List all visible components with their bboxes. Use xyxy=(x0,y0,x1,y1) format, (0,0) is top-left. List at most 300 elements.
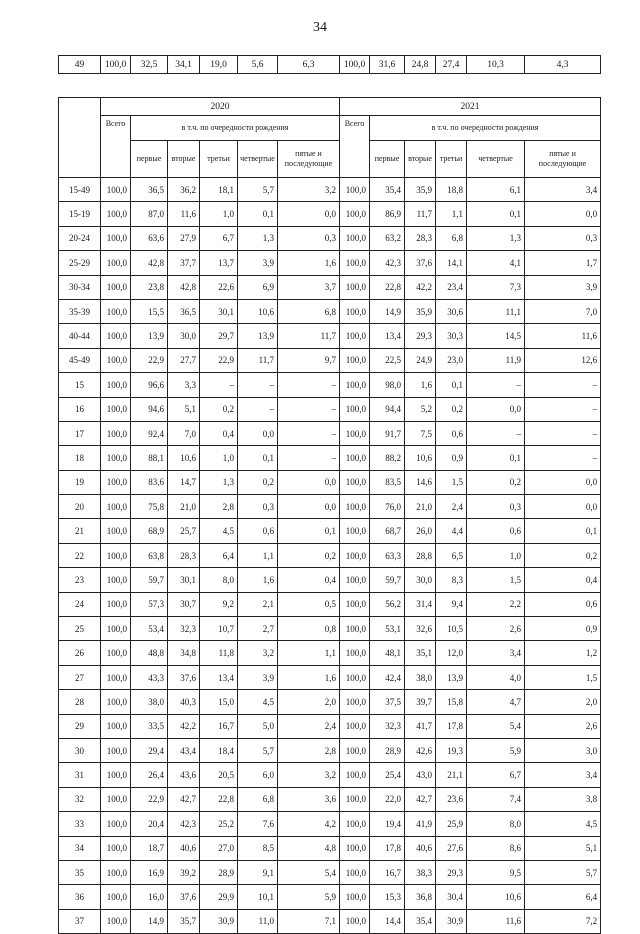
table-cell: 100,0 xyxy=(340,836,370,860)
table-cell: 14,5 xyxy=(467,324,525,348)
table-cell: 2,6 xyxy=(525,714,601,738)
table-cell: 39,2 xyxy=(168,860,200,884)
table-cell: 1,7 xyxy=(525,251,601,275)
table-cell: 34,1 xyxy=(168,56,200,74)
table-cell: 0,2 xyxy=(200,397,238,421)
table-cell: 100,0 xyxy=(340,299,370,323)
table-row xyxy=(59,617,601,641)
table-cell: 42,8 xyxy=(168,275,200,299)
table-cell: 10,6 xyxy=(405,446,436,470)
table-cell: 3,3 xyxy=(168,373,200,397)
first-header-2021: первые xyxy=(370,141,405,178)
age-label: 18 xyxy=(59,446,101,470)
table-cell: 10,6 xyxy=(168,446,200,470)
table-cell: 7,4 xyxy=(467,787,525,811)
table-cell: 0,0 xyxy=(278,495,340,519)
table-cell: 22,9 xyxy=(131,787,168,811)
table-cell: 0,0 xyxy=(278,202,340,226)
age-label: 30-34 xyxy=(59,275,101,299)
total-header-2021: Всего xyxy=(340,116,370,178)
table-cell: 100,0 xyxy=(340,373,370,397)
table-cell: 19,4 xyxy=(370,812,405,836)
table-cell: 100,0 xyxy=(101,275,131,299)
table-cell: 100,0 xyxy=(101,592,131,616)
table-cell: 6,7 xyxy=(200,226,238,250)
table-cell: 42,4 xyxy=(370,665,405,689)
table-cell: 17,8 xyxy=(370,836,405,860)
table-row xyxy=(59,860,601,884)
table-row xyxy=(59,665,601,689)
birth-order-table xyxy=(58,97,601,934)
table-cell: 0,0 xyxy=(525,495,601,519)
table-cell: 96,6 xyxy=(131,373,168,397)
table-cell: 25,7 xyxy=(168,519,200,543)
table-cell: 100,0 xyxy=(340,324,370,348)
table-cell: 100,0 xyxy=(101,690,131,714)
table-cell: 100,0 xyxy=(101,714,131,738)
table-cell: 7,0 xyxy=(525,299,601,323)
table-cell: 12,0 xyxy=(436,641,467,665)
table-cell: 5,0 xyxy=(238,714,278,738)
table-cell: 3,6 xyxy=(278,787,340,811)
table-cell: 100,0 xyxy=(101,470,131,494)
table-cell: 12,6 xyxy=(525,348,601,372)
table-cell: 83,6 xyxy=(131,470,168,494)
table-cell: 100,0 xyxy=(101,421,131,445)
table-cell: 28,9 xyxy=(370,738,405,762)
table-cell: 100,0 xyxy=(340,641,370,665)
table-cell: 94,4 xyxy=(370,397,405,421)
table-cell: 100,0 xyxy=(340,738,370,762)
first-header-2020: первые xyxy=(131,141,168,178)
table-cell: 7,0 xyxy=(168,421,200,445)
table-cell: 30,9 xyxy=(436,909,467,933)
table-cell: – xyxy=(467,421,525,445)
table-cell: 15,3 xyxy=(370,885,405,909)
table-cell: 13,9 xyxy=(436,665,467,689)
table-cell: 18,8 xyxy=(436,178,467,202)
table-cell: 0,0 xyxy=(467,397,525,421)
table-cell: 7,1 xyxy=(278,909,340,933)
table-cell: 25,9 xyxy=(436,812,467,836)
table-cell: 0,2 xyxy=(436,397,467,421)
age-label: 36 xyxy=(59,885,101,909)
table-cell: 11,7 xyxy=(238,348,278,372)
table-cell: 76,0 xyxy=(370,495,405,519)
table-cell: 28,8 xyxy=(405,543,436,567)
table-row xyxy=(59,275,601,299)
table-row xyxy=(59,763,601,787)
table-cell: 7,5 xyxy=(405,421,436,445)
table-cell: 28,3 xyxy=(405,226,436,250)
fourth-header-2021: четвертые xyxy=(467,141,525,178)
table-cell: 0,3 xyxy=(525,226,601,250)
table-cell: 5,4 xyxy=(467,714,525,738)
table-cell: 3,9 xyxy=(525,275,601,299)
table-cell: 0,5 xyxy=(278,592,340,616)
table-cell: 36,2 xyxy=(168,178,200,202)
table-cell: 22,8 xyxy=(200,787,238,811)
age-label: 33 xyxy=(59,812,101,836)
age-label: 34 xyxy=(59,836,101,860)
table-cell: 0,1 xyxy=(436,373,467,397)
table-cell: – xyxy=(278,446,340,470)
table-cell: 37,5 xyxy=(370,690,405,714)
table-cell: 100,0 xyxy=(340,202,370,226)
table-cell: 25,2 xyxy=(200,812,238,836)
table-row xyxy=(59,836,601,860)
table-cell: 14,4 xyxy=(370,909,405,933)
age-label: 17 xyxy=(59,421,101,445)
table-cell: 10,6 xyxy=(467,885,525,909)
table-cell: 100,0 xyxy=(101,56,131,74)
table-cell: 42,2 xyxy=(405,275,436,299)
table-cell: 0,1 xyxy=(238,202,278,226)
table-cell: 32,5 xyxy=(131,56,168,74)
table-cell: 3,4 xyxy=(525,763,601,787)
table-cell: 7,6 xyxy=(238,812,278,836)
age-label: 24 xyxy=(59,592,101,616)
table-cell: 7,2 xyxy=(525,909,601,933)
table-cell: 59,7 xyxy=(370,568,405,592)
table-cell: 100,0 xyxy=(340,421,370,445)
table-cell: 36,5 xyxy=(168,299,200,323)
table-cell: 13,7 xyxy=(200,251,238,275)
table-cell: 83,5 xyxy=(370,470,405,494)
table-cell: 42,3 xyxy=(168,812,200,836)
table-cell: 4,5 xyxy=(200,519,238,543)
table-cell: 100,0 xyxy=(101,397,131,421)
table-cell: 38,0 xyxy=(131,690,168,714)
table-cell: 1,0 xyxy=(200,202,238,226)
table-cell: 32,3 xyxy=(168,617,200,641)
table-cell: 24,8 xyxy=(405,56,436,74)
table-cell: 100,0 xyxy=(340,763,370,787)
table-cell: 100,0 xyxy=(101,860,131,884)
table-cell: 63,6 xyxy=(131,226,168,250)
table-cell: 4,8 xyxy=(278,836,340,860)
table-cell: 53,4 xyxy=(131,617,168,641)
table-cell: 0,2 xyxy=(238,470,278,494)
table-cell: 0,2 xyxy=(278,543,340,567)
table-cell: 3,2 xyxy=(278,178,340,202)
table-row xyxy=(59,495,601,519)
table-cell: 100,0 xyxy=(101,617,131,641)
table-cell: – xyxy=(278,397,340,421)
table-cell: 5,2 xyxy=(405,397,436,421)
table-cell: 86,9 xyxy=(370,202,405,226)
table-cell: 100,0 xyxy=(101,738,131,762)
table-cell: 100,0 xyxy=(101,519,131,543)
age-label: 16 xyxy=(59,397,101,421)
table-cell: 4,3 xyxy=(525,56,601,74)
table-cell: 4,5 xyxy=(525,812,601,836)
table-cell: 28,3 xyxy=(168,543,200,567)
table-cell: 2,0 xyxy=(278,690,340,714)
table-cell: – xyxy=(525,446,601,470)
table-cell: 9,1 xyxy=(238,860,278,884)
table-cell: 4,4 xyxy=(436,519,467,543)
table-row xyxy=(59,397,601,421)
table-cell: 100,0 xyxy=(340,665,370,689)
table-cell: 35,1 xyxy=(405,641,436,665)
table-cell: 10,6 xyxy=(238,299,278,323)
year-2021-header: 2021 xyxy=(340,98,601,116)
table-cell: 4,5 xyxy=(238,690,278,714)
table-cell: 6,8 xyxy=(238,787,278,811)
page-number: 34 xyxy=(313,20,327,35)
table-cell: 18,1 xyxy=(200,178,238,202)
table-cell: 63,3 xyxy=(370,543,405,567)
table-cell: 4,7 xyxy=(467,690,525,714)
table-cell: 100,0 xyxy=(340,446,370,470)
table-cell: 92,4 xyxy=(131,421,168,445)
table-cell: 27,9 xyxy=(168,226,200,250)
table-cell: 100,0 xyxy=(340,226,370,250)
table-cell: 11,6 xyxy=(168,202,200,226)
table-cell: – xyxy=(200,373,238,397)
table-cell: 6,4 xyxy=(200,543,238,567)
table-cell: 0,0 xyxy=(525,470,601,494)
table-cell: 100,0 xyxy=(340,909,370,933)
fifth-header-2020: пятые и последующие xyxy=(278,141,340,178)
table-cell: 11,1 xyxy=(467,299,525,323)
table-row xyxy=(59,226,601,250)
table-cell: 68,9 xyxy=(131,519,168,543)
table-cell: 48,8 xyxy=(131,641,168,665)
table-cell: 1,3 xyxy=(200,470,238,494)
table-cell: 2,6 xyxy=(467,617,525,641)
table-cell: 20,4 xyxy=(131,812,168,836)
table-cell: 0,1 xyxy=(238,446,278,470)
table-cell: 56,2 xyxy=(370,592,405,616)
table-cell: 100,0 xyxy=(101,226,131,250)
table-row xyxy=(59,251,601,275)
table-cell: 100,0 xyxy=(340,495,370,519)
table-cell: 42,8 xyxy=(131,251,168,275)
table-row xyxy=(59,690,601,714)
table-cell: 19,0 xyxy=(200,56,238,74)
table-cell: 16,7 xyxy=(370,860,405,884)
table-cell: 100,0 xyxy=(101,787,131,811)
table-cell: 15,5 xyxy=(131,299,168,323)
age-label: 15-19 xyxy=(59,202,101,226)
table-cell: 41,7 xyxy=(405,714,436,738)
table-cell: 100,0 xyxy=(101,909,131,933)
table-cell: 1,0 xyxy=(467,543,525,567)
table-cell: 5,4 xyxy=(278,860,340,884)
table-cell: 2,8 xyxy=(278,738,340,762)
table-cell: 100,0 xyxy=(340,470,370,494)
table-cell: 100,0 xyxy=(340,714,370,738)
table-cell: 29,4 xyxy=(131,738,168,762)
top-row xyxy=(59,56,601,74)
table-cell: 1,1 xyxy=(436,202,467,226)
table-cell: 11,6 xyxy=(467,909,525,933)
table-cell: 30,9 xyxy=(200,909,238,933)
table-cell: 6,8 xyxy=(436,226,467,250)
table-cell: 11,7 xyxy=(405,202,436,226)
group-header-row xyxy=(59,116,601,141)
table-cell: 0,9 xyxy=(525,617,601,641)
table-cell: 37,7 xyxy=(168,251,200,275)
age-label: 28 xyxy=(59,690,101,714)
table-cell: 6,0 xyxy=(238,763,278,787)
table-cell: 10,7 xyxy=(200,617,238,641)
table-cell: – xyxy=(278,373,340,397)
table-cell: 5,7 xyxy=(238,178,278,202)
table-cell: 43,0 xyxy=(405,763,436,787)
table-cell: 100,0 xyxy=(101,812,131,836)
table-row xyxy=(59,787,601,811)
table-cell: 5,9 xyxy=(467,738,525,762)
table-cell: 14,9 xyxy=(370,299,405,323)
table-cell: 1,0 xyxy=(200,446,238,470)
table-cell: 0,6 xyxy=(238,519,278,543)
table-cell: 40,6 xyxy=(405,836,436,860)
table-cell: 29,3 xyxy=(436,860,467,884)
age-label: 20-24 xyxy=(59,226,101,250)
table-cell: 8,5 xyxy=(238,836,278,860)
table-cell: 27,0 xyxy=(200,836,238,860)
table-cell: 0,1 xyxy=(278,519,340,543)
age-label: 20 xyxy=(59,495,101,519)
table-cell: 100,0 xyxy=(101,495,131,519)
table-cell: 43,3 xyxy=(131,665,168,689)
table-cell: 6,4 xyxy=(525,885,601,909)
table-cell: 32,6 xyxy=(405,617,436,641)
table-cell: 53,1 xyxy=(370,617,405,641)
table-cell: 35,4 xyxy=(370,178,405,202)
table-cell: 22,5 xyxy=(370,348,405,372)
table-cell: 35,4 xyxy=(405,909,436,933)
second-header-2020: вторые xyxy=(168,141,200,178)
table-cell: 10,1 xyxy=(238,885,278,909)
table-cell: 40,6 xyxy=(168,836,200,860)
table-cell: 100,0 xyxy=(101,178,131,202)
table-cell: 0,4 xyxy=(525,568,601,592)
year-2020-header: 2020 xyxy=(101,98,340,116)
table-cell: 17,8 xyxy=(436,714,467,738)
table-cell: 11,7 xyxy=(278,324,340,348)
third-header-2020: третьи xyxy=(200,141,238,178)
table-cell: 27,4 xyxy=(436,56,467,74)
table-cell: 3,8 xyxy=(525,787,601,811)
table-row xyxy=(59,202,601,226)
table-cell: 100,0 xyxy=(101,665,131,689)
table-cell: 2,8 xyxy=(200,495,238,519)
table-cell: 2,0 xyxy=(525,690,601,714)
table-cell: 3,4 xyxy=(525,178,601,202)
top-continuation-table xyxy=(58,55,601,74)
table-cell: 68,7 xyxy=(370,519,405,543)
table-cell: 22,8 xyxy=(370,275,405,299)
table-cell: 100,0 xyxy=(101,836,131,860)
table-cell: 48,1 xyxy=(370,641,405,665)
table-cell: 11,6 xyxy=(525,324,601,348)
table-cell: 88,2 xyxy=(370,446,405,470)
table-cell: 100,0 xyxy=(101,251,131,275)
table-cell: 1,5 xyxy=(467,568,525,592)
table-cell: 5,7 xyxy=(238,738,278,762)
table-cell: 16,0 xyxy=(131,885,168,909)
table-cell: 16,7 xyxy=(200,714,238,738)
table-cell: 0,0 xyxy=(238,421,278,445)
table-cell: 1,5 xyxy=(525,665,601,689)
table-cell: 0,8 xyxy=(278,617,340,641)
age-label: 22 xyxy=(59,543,101,567)
table-row xyxy=(59,909,601,933)
table-cell: 37,6 xyxy=(405,251,436,275)
table-cell: 100,0 xyxy=(340,56,370,74)
table-row xyxy=(59,568,601,592)
table-cell: 22,9 xyxy=(200,348,238,372)
table-body xyxy=(59,178,601,934)
table-cell: 11,0 xyxy=(238,909,278,933)
table-cell: 22,6 xyxy=(200,275,238,299)
table-row xyxy=(59,543,601,567)
table-cell: 36,5 xyxy=(131,178,168,202)
table-cell: 3,0 xyxy=(525,738,601,762)
table-row xyxy=(59,738,601,762)
table-cell: 88,1 xyxy=(131,446,168,470)
table-cell: 8,3 xyxy=(436,568,467,592)
table-cell: 100,0 xyxy=(101,202,131,226)
table-cell: 3,4 xyxy=(467,641,525,665)
age-label: 35 xyxy=(59,860,101,884)
table-cell: 2,4 xyxy=(278,714,340,738)
table-row xyxy=(59,592,601,616)
table-cell: 0,2 xyxy=(525,543,601,567)
table-cell: 35,9 xyxy=(405,299,436,323)
table-cell: 13,9 xyxy=(131,324,168,348)
incl-header-2021: в т.ч. по очередности рождения xyxy=(370,116,601,141)
table-cell: 94,6 xyxy=(131,397,168,421)
table-cell: 0,4 xyxy=(200,421,238,445)
table-cell: 30,1 xyxy=(168,568,200,592)
table-cell: 35,9 xyxy=(405,178,436,202)
table-cell: 27,6 xyxy=(436,836,467,860)
table-cell: 8,0 xyxy=(200,568,238,592)
table-cell: 18,7 xyxy=(131,836,168,860)
table-cell: 11,9 xyxy=(467,348,525,372)
age-label: 25 xyxy=(59,617,101,641)
table-cell: 100,0 xyxy=(340,519,370,543)
table-cell: 100,0 xyxy=(340,348,370,372)
table-cell: 63,2 xyxy=(370,226,405,250)
table-cell: 1,3 xyxy=(238,226,278,250)
table-row xyxy=(59,641,601,665)
table-cell: 22,9 xyxy=(131,348,168,372)
table-cell: 14,1 xyxy=(436,251,467,275)
order-header-row xyxy=(59,141,601,178)
table-cell: 100,0 xyxy=(340,543,370,567)
table-cell: 6,1 xyxy=(467,178,525,202)
table-cell: 36,8 xyxy=(405,885,436,909)
age-label: 21 xyxy=(59,519,101,543)
age-label: 32 xyxy=(59,787,101,811)
table-cell: 9,5 xyxy=(467,860,525,884)
second-header-2021: вторые xyxy=(405,141,436,178)
table-cell: 23,0 xyxy=(436,348,467,372)
table-cell: 100,0 xyxy=(340,275,370,299)
fourth-header-2020: четвертые xyxy=(238,141,278,178)
table-cell: 29,7 xyxy=(200,324,238,348)
table-cell: 100,0 xyxy=(340,812,370,836)
table-cell: 16,9 xyxy=(131,860,168,884)
table-cell: 3,2 xyxy=(278,763,340,787)
table-cell: 14,9 xyxy=(131,909,168,933)
